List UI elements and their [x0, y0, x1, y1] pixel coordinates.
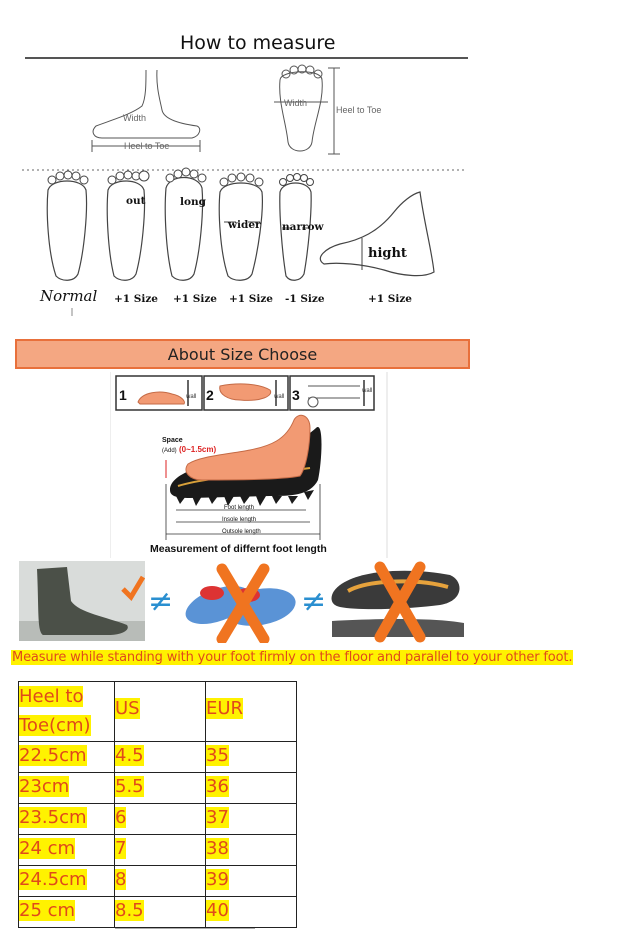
cell-cm: 23cm [19, 776, 70, 797]
space-add-label: (Add) [162, 448, 177, 454]
table-row [19, 866, 297, 897]
not-equal-icon-2: ≠ [301, 584, 327, 619]
cell-eur: 36 [206, 776, 229, 797]
step-2-number: 2 [206, 387, 214, 403]
cell-us: 5.5 [115, 776, 144, 797]
cell-eur: 37 [206, 807, 229, 828]
cell-cm: 24 cm [19, 838, 76, 859]
size-choose-banner [15, 339, 470, 369]
cell-eur: 40 [206, 900, 229, 921]
step-box-3 [290, 376, 374, 410]
side-length-label: Heel to Toe [124, 141, 170, 151]
step-1-number: 1 [119, 387, 127, 403]
cell-us: 8 [115, 869, 127, 890]
cell-eur: 35 [206, 745, 229, 766]
not-equal-icon-1: ≠ [148, 584, 174, 619]
step-3-wall: wall [362, 388, 373, 394]
measure-instruction: Measure while standing with your foot firmly on the floor and parallel to your other foot. [12, 650, 573, 665]
cell-us: 8.5 [115, 900, 144, 921]
header-us-text: US [115, 698, 140, 719]
header-eur [206, 682, 297, 742]
foot-long-adjust: +1 Size [173, 293, 217, 305]
top-foot-outline [280, 72, 323, 151]
table-header-row [19, 682, 297, 742]
foot-narrow-adjust: -1 Size [285, 293, 325, 305]
size-choose-title: About Size Choose [167, 344, 318, 364]
cell-us: 6 [115, 807, 127, 828]
step-3-number: 3 [292, 387, 300, 403]
foot-mold-photo [19, 561, 145, 641]
step-1-wall: wall [186, 394, 197, 400]
cell-us: 7 [115, 838, 127, 859]
size-table [18, 681, 297, 928]
space-label: Space [162, 437, 183, 444]
foot-narrow-label: narrow [282, 221, 324, 233]
diagram-caption: Measurement of differnt foot length [150, 543, 327, 555]
step-box-2 [204, 376, 288, 410]
table-row [19, 804, 297, 835]
cell-eur: 38 [206, 838, 229, 859]
step-box-1 [116, 376, 202, 410]
foot-normal-outline [47, 181, 86, 280]
bottom-divider [115, 928, 255, 929]
header-line-2: Toe(cm) [19, 715, 91, 736]
foot-length-label: Foot length [224, 505, 255, 511]
foot-length-diagram [110, 372, 388, 558]
title-divider [25, 57, 468, 59]
outsole-photo [330, 561, 466, 643]
space-value: (0~1.5cm) [179, 445, 217, 454]
cell-eur: 39 [206, 869, 229, 890]
cell-cm: 22.5cm [19, 745, 87, 766]
foot-wider-label: wider [228, 219, 261, 231]
table-row [19, 742, 297, 773]
foot-long-outline [165, 178, 202, 281]
cell-cm: 23.5cm [19, 807, 87, 828]
outsole-length-label: Outsole length [222, 529, 261, 535]
foot-out-adjust: +1 Size [114, 293, 158, 305]
top-width-label: Width [284, 98, 308, 108]
table-row [19, 835, 297, 866]
cell-cm: 24.5cm [19, 869, 87, 890]
foot-out-label: out [126, 195, 146, 207]
measure-title: How to measure [180, 32, 336, 54]
foot-wider-outline [219, 183, 262, 280]
insole-length-label: Insole length [222, 517, 257, 523]
foot-wider-adjust: +1 Size [229, 293, 273, 305]
side-foot-outline [93, 70, 200, 138]
side-width-label: Width [123, 113, 147, 123]
measure-illustration [22, 62, 470, 316]
header-line-1: Heel to [19, 686, 84, 707]
header-heel-to-toe [19, 682, 115, 742]
header-us [115, 682, 206, 742]
foot-hight-label: hight [368, 246, 407, 261]
cell-us: 4.5 [115, 745, 144, 766]
step-2-wall: wall [274, 394, 285, 400]
top-length-label: Heel to Toe [336, 105, 382, 115]
cell-cm: 25 cm [19, 900, 76, 921]
table-row [19, 773, 297, 804]
insole-photo [178, 561, 302, 643]
header-eur-text: EUR [206, 698, 244, 719]
foot-normal-label: Normal [40, 287, 98, 305]
table-row [19, 897, 297, 928]
foot-long-label: long [180, 196, 206, 208]
foot-hight-adjust: +1 Size [368, 293, 412, 305]
foot-hight-outline [320, 192, 434, 276]
